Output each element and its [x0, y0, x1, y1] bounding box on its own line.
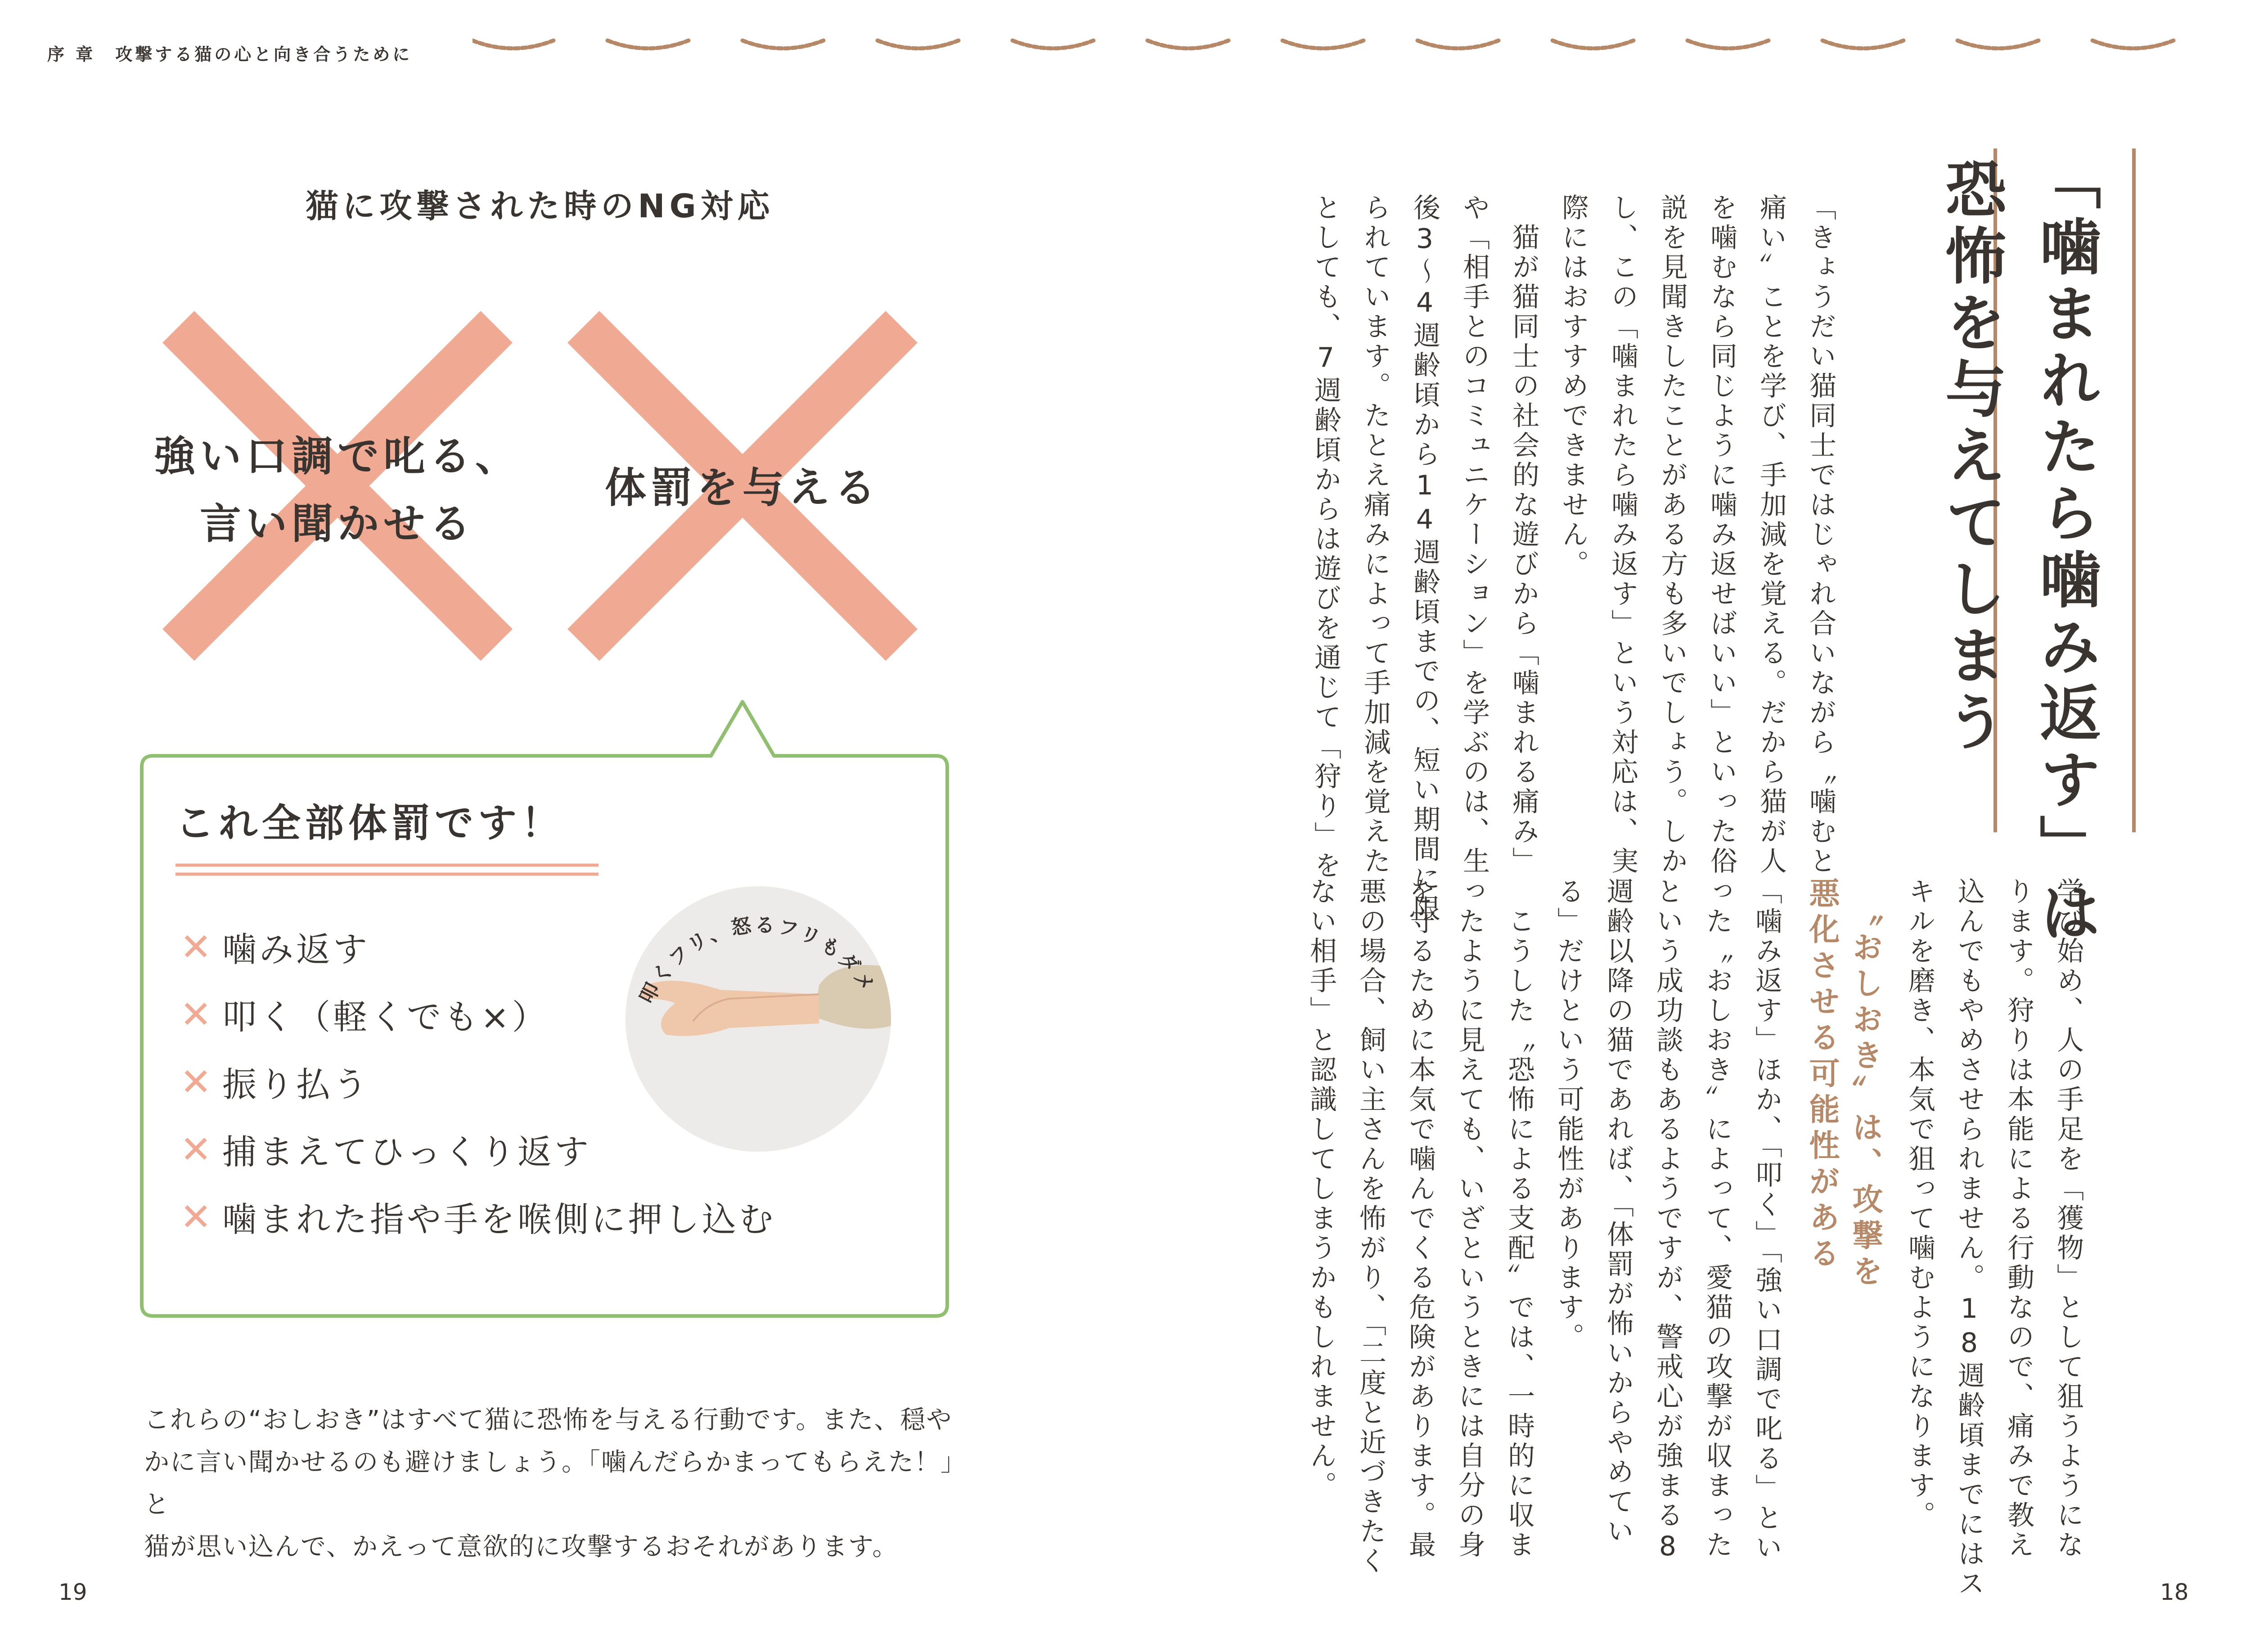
punish-item: [180, 990, 549, 1039]
body-column: 猫が猫同士の社会的な遊びから「噛まれる痛み」: [1508, 193, 1539, 876]
body-column: 説を見聞きしたことがある方も多いでしょう。しか: [1656, 193, 1688, 876]
cross-icon: ✕: [180, 925, 215, 969]
body-column: を守るために本気で噛んでくる危険があります。最: [1404, 877, 1436, 1560]
callout-title: これ全部体罰です！: [176, 801, 564, 846]
x-label-scold: [135, 423, 540, 558]
body-column: キルを磨き、本気で狙って噛むようになります。: [1904, 877, 1935, 1531]
caption: [144, 1399, 954, 1568]
photo-caption: 叩くフリ、怒るフリもダメ: [635, 913, 881, 1008]
punish-item-label: 捕まえてひっくり返す: [222, 1132, 591, 1172]
body-column: る」だけという可能性があります。: [1553, 877, 1584, 1352]
body-column: 週齢以降の猫であれば、「体罰が怖いからやめてい: [1602, 877, 1634, 1547]
body-column: 込んでもやめさせられません。18週齢頃までにはス: [1953, 877, 1985, 1599]
body-column: としても、7週齢頃からは遊びを通じて「狩り」を: [1310, 193, 1341, 881]
body-column: や「相手とのコミュニケーション」を学ぶのは、生: [1458, 193, 1490, 876]
body-column: ります。狩りは本能による行動なので、痛みで教え: [2003, 877, 2034, 1560]
body-column: られています。たとえ痛みによって手加減を覚えた: [1359, 193, 1391, 876]
body-column: ない相手」と認識してしまうかもしれません。: [1305, 877, 1337, 1501]
svg-text:叩くフリ、怒るフリもダメ: [635, 914, 880, 1008]
body-column: 後3〜4週齢頃から14週齢頃までの、短い期間に限: [1409, 193, 1440, 924]
callout-title-underline: [176, 862, 598, 880]
photo-caption-arc: [603, 846, 918, 1161]
page-title-line2: 恐怖を与えてしまう: [1935, 157, 2006, 757]
punish-item-label: 叩く（軽くでも×）: [222, 997, 549, 1037]
body-column: 際にはおすすめできません。: [1557, 193, 1589, 579]
punish-item: [180, 1057, 370, 1106]
caption-line: これらの“おしおき”はすべて猫に恐怖を与える行動です。また、穏や: [144, 1405, 953, 1435]
cross-icon: ✕: [180, 1059, 215, 1104]
x-label-line1: 体罰を与える: [604, 464, 880, 512]
body-column: 「噛み返す」ほか、「叩く」「強い口調で叱る」とい: [1751, 877, 1782, 1563]
running-header: 序 章 攻撃する猫の心と向き合うために: [47, 45, 413, 64]
page-number-right: 18: [2160, 1579, 2189, 1605]
punish-item-label: 噛み返す: [222, 929, 370, 970]
body-column: 「きょうだい猫同士ではじゃれ合いながら〝噛むと: [1805, 193, 1836, 876]
cross-icon: ✕: [180, 1127, 215, 1172]
punish-item: [180, 1192, 776, 1241]
subheading-line2: 悪化させる可能性がある: [1804, 877, 1840, 1273]
caption-line: 猫が思い込んで、かえって意欲的に攻撃するおそれがあります。: [144, 1532, 899, 1562]
body-column: 学び始め、人の手足を「獲物」として狙うようにな: [2052, 877, 2084, 1560]
subheading-line1: 〝おしおき〟は、攻撃を: [1847, 895, 1883, 1291]
wave-decoration: [472, 31, 2218, 58]
ng-heading: 猫に攻撃された時のNG対応: [306, 187, 774, 225]
body-column: った〝おしおき〟によって、愛猫の攻撃が収まった: [1701, 877, 1733, 1560]
cross-icon: ✕: [180, 992, 215, 1037]
punish-item: [180, 1125, 591, 1174]
body-column: 悪の場合、飼い主さんを怖がり、「二度と近づきたく: [1355, 877, 1386, 1576]
subheading: [1800, 877, 1886, 1291]
punish-item-label: 振り払う: [222, 1064, 370, 1104]
body-column: こうした〝恐怖による支配〟では、一時的に収ま: [1503, 877, 1535, 1560]
x-label-line2: 言い聞かせる: [199, 500, 475, 548]
body-column: 痛い〟ことを学び、手加減を覚える。だから猫が人: [1755, 193, 1787, 876]
body-column: ったように見えても、いざというときには自分の身: [1454, 877, 1485, 1560]
caption-line: かに言い聞かせるのも避けましょう。「噛んだらかまってもらえた！」と: [144, 1448, 954, 1519]
page-title-line1: 「噛まれたら噛み返す」は: [2029, 148, 2100, 947]
x-label-punish: [540, 454, 945, 522]
x-label-line1: 強い口調で叱る、: [153, 432, 521, 480]
punish-item-label: 噛まれた指や手を喉側に押し込む: [222, 1199, 776, 1239]
punish-item: [180, 922, 370, 971]
body-column: し、この「噛まれたら噛み返す」という対応は、実: [1607, 193, 1638, 876]
body-column: を噛むなら同じように噛み返せばいい」といった俗: [1706, 193, 1737, 876]
body-column: という成功談もあるようですが、警戒心が強まる8: [1652, 877, 1683, 1565]
page-number-left: 19: [58, 1579, 87, 1605]
cross-icon: ✕: [180, 1194, 215, 1239]
